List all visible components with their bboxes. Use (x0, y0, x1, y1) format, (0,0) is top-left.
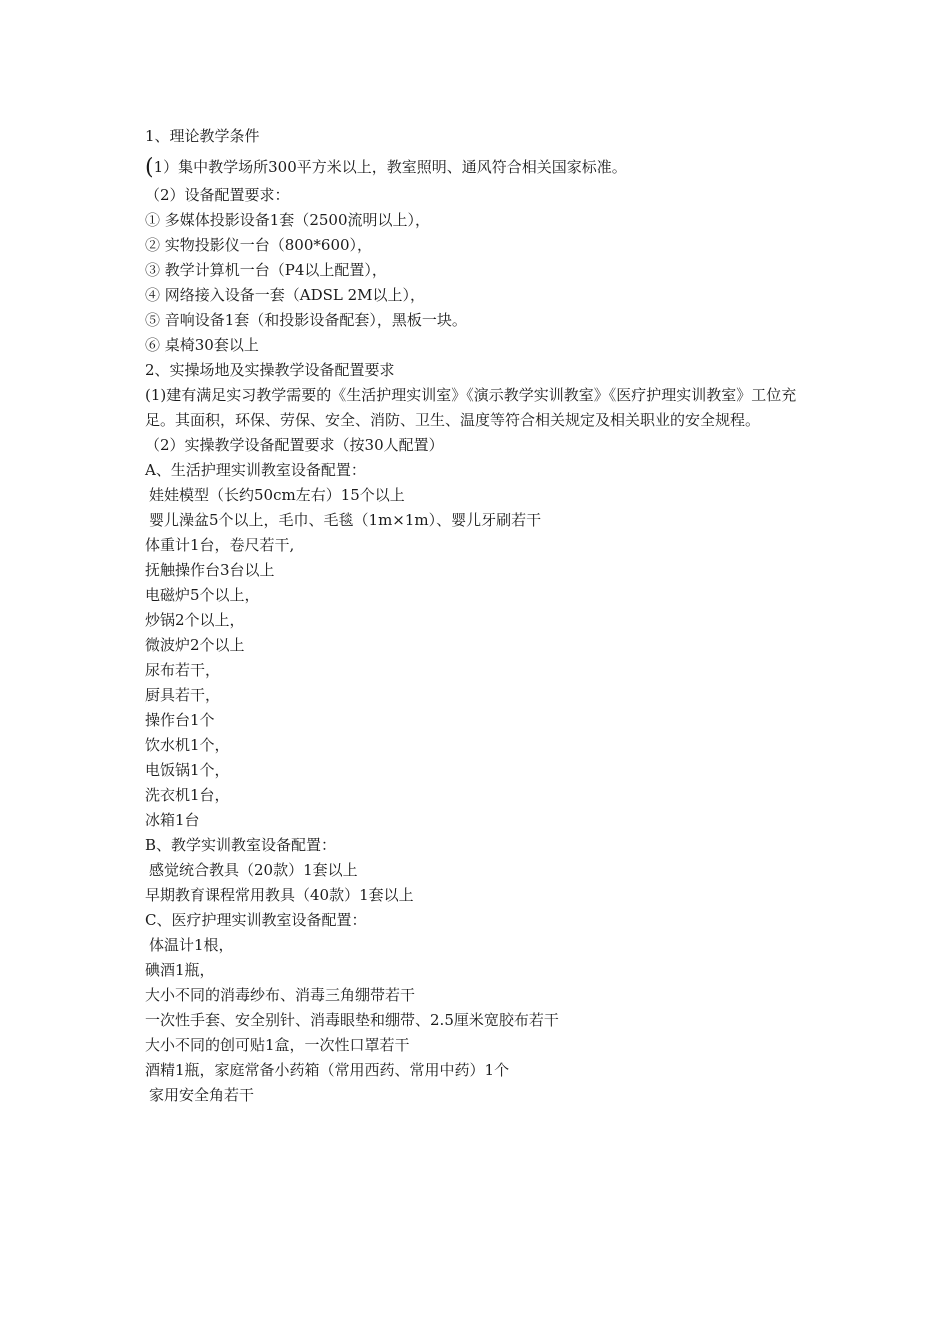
list-item: 洗衣机1台， (145, 786, 230, 804)
section-heading-1: 1、理论教学条件 (145, 127, 260, 145)
list-item: ⑤ 音响设备1套（和投影设备配套），黑板一块。 (145, 311, 467, 329)
list-item: ⑥ 桌椅30套以上 (145, 336, 259, 354)
list-item: 微波炉2个以上 (145, 636, 245, 654)
list-item: 碘酒1瓶， (145, 961, 215, 979)
list-item: ③ 教学计算机一台（P4以上配置）， (145, 261, 387, 279)
open-paren: ( (145, 155, 154, 180)
list-item: 冰箱1台 (145, 811, 200, 829)
paragraph-1-1-text: 1）集中教学场所300平方米以上，教室照明、通风符合相关国家标准。 (153, 158, 627, 176)
subheading-2-2: （2）实操教学设备配置要求（按30人配置） (145, 436, 444, 454)
list-item: 娃娃模型（长约50cm左右）15个以上 (149, 486, 405, 504)
list-item: 感觉统合教具（20款）1套以上 (149, 861, 358, 879)
list-item: 电磁炉5个以上， (145, 586, 260, 604)
section-heading-2: 2、实操场地及实操教学设备配置要求 (145, 361, 395, 379)
list-item: 炒锅2个以上， (145, 611, 245, 629)
list-item: 饮水机1个， (145, 736, 230, 754)
list-item: ① 多媒体投影设备1套（2500流明以上）， (145, 211, 430, 229)
paragraph-1-1 (145, 155, 825, 180)
list-item: 婴儿澡盆5个以上，毛巾、毛毯（1m×1m）、婴儿牙刷若干 (149, 511, 542, 529)
list-item: ④ 网络接入设备一套（ADSL 2M以上）， (145, 286, 426, 304)
document-body (145, 124, 825, 1108)
list-item: 一次性手套、安全别针、消毒眼垫和绷带、2.5厘米宽胶布若干 (145, 1011, 559, 1029)
list-item: 电饭锅1个， (145, 761, 230, 779)
list-item: 家用安全角若干 (149, 1086, 255, 1104)
subsection-b-heading: B、教学实训教室设备配置： (145, 836, 337, 854)
paragraph-2-1: (1)建有满足实习教学需要的《生活护理实训室》《演示教学实训教室》《医疗护理实训教室》工位充足。其面积，环保、劳保、安全、消防、卫生、温度等符合相关规定及相关职业的安全规程。 (145, 386, 797, 429)
list-item: 体温计1根， (149, 936, 234, 954)
list-item: 体重计1台，卷尺若干, (145, 536, 295, 554)
subheading-1-2: （2）设备配置要求： (145, 186, 290, 204)
list-item: 大小不同的创可贴1盒，一次性口罩若干 (145, 1036, 410, 1054)
list-item: 抚触操作台3台以上 (145, 561, 275, 579)
list-item: 早期教育课程常用教具（40款）1套以上 (145, 886, 414, 904)
list-item: 厨具若干， (145, 686, 221, 704)
list-item: 尿布若干， (145, 661, 221, 679)
list-item: 酒精1瓶，家庭常备小药箱（常用西药、常用中药）1个 (145, 1061, 510, 1079)
list-item: 操作台1个 (145, 711, 215, 729)
subsection-a-heading: A、生活护理实训教室设备配置： (145, 461, 366, 479)
list-item: ② 实物投影仪一台（800*600）， (145, 236, 373, 254)
list-item: 大小不同的消毒纱布、消毒三角绷带若干 (145, 986, 416, 1004)
subsection-c-heading: C、医疗护理实训教室设备配置： (145, 911, 367, 929)
